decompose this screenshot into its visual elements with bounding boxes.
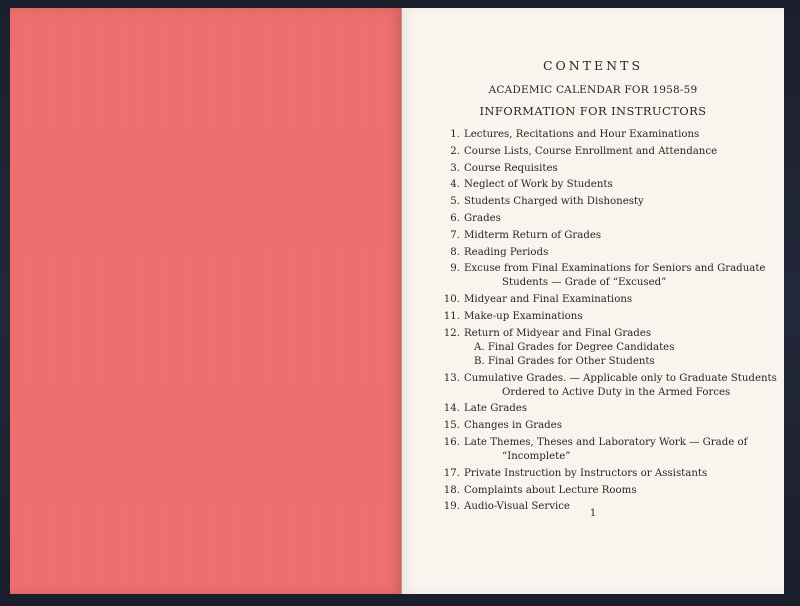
toc-number: 19. [443, 501, 460, 513]
toc-item-5 [430, 195, 766, 209]
toc-number: 18. [443, 484, 460, 496]
toc-item-9 [430, 262, 766, 290]
toc-number: 4. [450, 179, 460, 191]
toc-text: Cumulative Grades. — Applicable only to Graduate Students [464, 372, 777, 384]
toc-item-15 [430, 419, 766, 433]
toc-text: Make-up Examinations [464, 310, 583, 322]
toc-text: Midyear and Final Examinations [464, 294, 633, 306]
toc-number: 3. [450, 162, 460, 174]
toc-item-1 [430, 128, 766, 142]
instructors-heading: INFORMATION FOR INSTRUCTORS [479, 104, 707, 118]
toc-number: 17. [443, 467, 460, 479]
toc-number: 6. [450, 212, 460, 224]
toc-item-12 [430, 327, 766, 369]
calendar-heading: ACADEMIC CALENDAR FOR 1958-59 [488, 84, 698, 96]
toc-number: 9. [450, 263, 460, 275]
toc-text: Students Charged with Dishonesty [464, 196, 644, 208]
toc-text: Audio-Visual Service [464, 501, 570, 513]
toc-subitem-a: A. Final Grades for Degree Candidates [474, 341, 675, 353]
toc-continuation: “Incomplete” [502, 450, 571, 462]
toc-number: 11. [443, 310, 460, 322]
toc-continuation: Ordered to Active Duty in the Armed Forces [502, 386, 731, 398]
toc-number: 10. [443, 294, 460, 306]
table-of-contents [430, 128, 777, 517]
toc-item-14 [430, 402, 766, 416]
toc-continuation: Students — Grade of “Excused” [502, 277, 667, 289]
toc-item-16 [430, 436, 766, 464]
toc-item-13 [430, 372, 777, 400]
toc-item-6 [430, 212, 766, 226]
toc-text: Complaints about Lecture Rooms [464, 484, 637, 496]
toc-text: Neglect of Work by Students [464, 179, 613, 191]
toc-number: 2. [450, 145, 460, 157]
toc-item-7 [430, 229, 766, 243]
contents-title: CONTENTS [542, 58, 644, 73]
toc-item-18 [430, 484, 766, 498]
toc-text: Grades [464, 212, 501, 224]
toc-text: Course Requisites [464, 162, 558, 174]
toc-number: 16. [443, 436, 460, 448]
toc-number: 5. [450, 196, 460, 208]
toc-item-11 [430, 310, 766, 324]
page-number: 1 [589, 508, 597, 519]
red-cover-page [10, 8, 402, 594]
contents-page [402, 8, 784, 594]
toc-item-8 [430, 246, 766, 260]
toc-number: 13. [443, 372, 460, 384]
toc-number: 1. [450, 129, 460, 140]
toc-item-2 [430, 145, 766, 159]
toc-number: 7. [450, 229, 460, 241]
toc-text: Course Lists, Course Enrollment and Attendance [464, 145, 718, 157]
toc-item-17 [430, 467, 766, 481]
toc-number: 8. [450, 246, 460, 258]
toc-text: Changes in Grades [464, 420, 562, 432]
toc-text: Excuse from Final Examinations for Seniors and Graduate [464, 263, 766, 275]
toc-text: Late Themes, Theses and Laboratory Work — Grade of [464, 436, 748, 448]
toc-text: Lectures, Recitations and Hour Examinations [464, 129, 700, 140]
toc-subitem-b: B. Final Grades for Other Students [474, 355, 655, 367]
toc-number: 12. [443, 327, 460, 339]
toc-text: Reading Periods [464, 246, 549, 258]
toc-text: Return of Midyear and Final Grades [464, 327, 652, 339]
toc-number: 14. [443, 403, 460, 415]
toc-text: Private Instruction by Instructors or Assistants [464, 467, 708, 479]
toc-item-10 [430, 293, 766, 307]
toc-text: Midterm Return of Grades [464, 229, 602, 241]
toc-text: Late Grades [464, 403, 528, 415]
toc-item-3 [430, 162, 766, 176]
toc-item-4 [430, 178, 766, 192]
toc-number: 15. [443, 420, 460, 432]
